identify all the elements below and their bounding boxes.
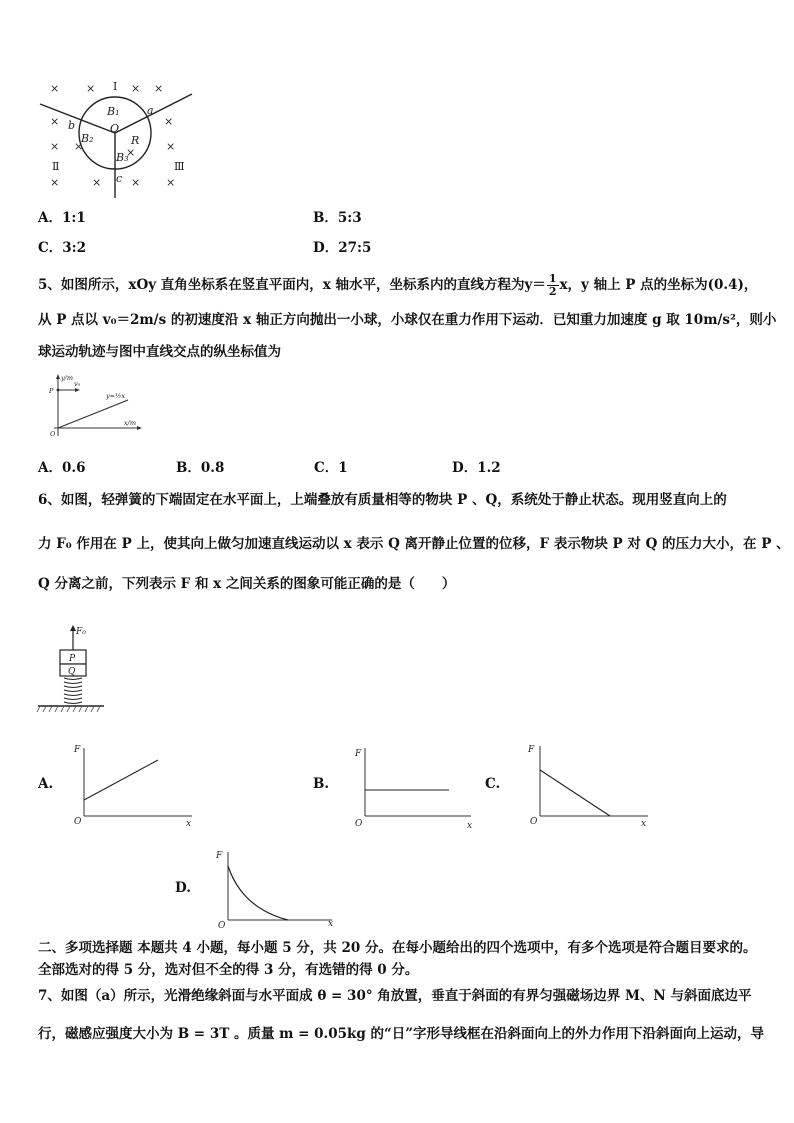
q7-text-line-2: 行，磁感应强度大小为 B = 3T 。质量 m = 0.05kg 的“日”字形导线框在沿斜面向上的外力作用下沿斜面向上运动，导 [38, 1026, 765, 1042]
graph-b-x-label: x [467, 821, 473, 828]
b1-label: B₁ [107, 105, 120, 118]
graph-a-o-label: O [74, 817, 82, 827]
graph-b-o-label: O [355, 819, 363, 828]
q6-text-line-2: 力 F₀ 作用在 P 上，使其向上做匀加速直线运动以 x 表示 Q 离开静止位置的位移，F 表示物块 P 对 Q 的压力大小，在 P 、 [38, 536, 790, 552]
graph-d-f-label: F [216, 851, 223, 861]
q6-option-b: B. [313, 776, 330, 792]
fraction-denominator: 2 [548, 285, 557, 298]
graph-c-f-label: F [528, 745, 535, 755]
point-b-label: b [68, 119, 76, 132]
cross-mark: × [154, 82, 164, 95]
q6-text-line-3: Q 分离之前，下列表示 F 和 x 之间关系的图象可能正确的是（ ） [38, 576, 456, 592]
cross-mark: × [92, 176, 102, 189]
q5-text-line-3: 球运动轨迹与图中直线交点的纵坐标值为 [38, 344, 281, 360]
radius-r-label: R [131, 134, 140, 147]
q4-option-c: C．3:2 [38, 240, 87, 256]
q5-option-a: A．0.6 [38, 460, 86, 476]
cross-mark: × [166, 140, 176, 153]
graph-d-x-label: x [328, 919, 334, 929]
graph-b-f-label: F [355, 749, 362, 759]
b3-label: B₃ [116, 151, 129, 164]
origin-label: O [50, 430, 56, 438]
spring-blocks-figure [36, 622, 106, 718]
y-axis-label: y/m [61, 374, 74, 382]
cross-mark: × [50, 115, 60, 128]
q5-text-1a: 5、如图所示，xOy 直角坐标系在竖直平面内，x 轴水平，坐标系内的直线方程为y＝ [38, 277, 546, 293]
fraction [547, 273, 559, 298]
cross-mark: × [86, 82, 96, 95]
graph-a [68, 742, 198, 828]
q6-text-line-1: 6、如图，轻弹簧的下端固定在水平面上，上端叠放有质量相等的物块 P 、Q，系统处于静止状态。现用竖直向上的 [38, 492, 727, 508]
q5-option-d: D．1.2 [452, 460, 501, 476]
graph-d [208, 846, 338, 930]
point-a-label: a [147, 104, 154, 117]
b2-label: B₂ [81, 132, 94, 145]
v0-label: v₀ [74, 380, 81, 388]
line-equation-label: y=½x [106, 392, 126, 400]
magnetic-field-figure [36, 78, 196, 200]
cross-mark: × [131, 82, 141, 95]
q5-option-c: C．1 [314, 460, 348, 476]
graph-a-x-label: x [186, 819, 192, 828]
q5-option-b: B．0.8 [176, 460, 225, 476]
cross-mark: × [50, 176, 60, 189]
block-p-label: P [69, 654, 76, 664]
graph-b [341, 742, 477, 828]
region-2-label: Ⅱ [52, 160, 60, 173]
f0-label: F₀ [76, 627, 86, 637]
block-q-label: Q [68, 667, 76, 677]
q5-text-1b: x，y 轴上 P 点的坐标为(0.4)， [559, 277, 758, 293]
cross-mark: × [50, 140, 60, 153]
graph-c-x-label: x [641, 819, 647, 828]
cross-mark: × [126, 146, 136, 159]
q4-option-d: D．27:5 [313, 240, 372, 256]
region-3-label: Ⅲ [174, 160, 185, 173]
q6-option-a: A. [38, 776, 54, 792]
q5-text-line-2: 从 P 点以 v₀＝2m/s 的初速度沿 x 轴正方向抛出一小球，小球仅在重力作用下运动．已知重力加速度 g 取 10m/s²，则小 [38, 312, 777, 328]
fraction-numerator: 1 [548, 272, 557, 285]
cross-mark: × [166, 176, 176, 189]
q4-option-b: B．5:3 [313, 210, 362, 226]
point-c-label: c [116, 172, 123, 185]
q6-option-d: D. [175, 880, 191, 896]
q6-option-c: C. [485, 776, 501, 792]
cross-mark: × [164, 115, 174, 128]
q5-text-line-1 [38, 273, 757, 298]
q4-option-a: A．1:1 [38, 210, 86, 226]
graph-c [514, 742, 654, 828]
section-2-heading-line-2: 全部选对的得 5 分，选对但不全的得 3 分，有选错的得 0 分。 [38, 962, 419, 978]
x-axis-label: x/m [124, 419, 137, 427]
cross-mark: × [50, 82, 60, 95]
section-2-heading-line-1: 二、多项选择题 本题共 4 小题，每小题 5 分，共 20 分。在每小题给出的四个选项中，有多个选项是符合题目要求的。 [38, 940, 757, 956]
q7-text-line-1: 7、如图（a）所示，光滑绝缘斜面与水平面成 θ = 30° 角放置，垂直于斜面的有界匀强磁场边界 M、N 与斜面底边平 [38, 988, 752, 1004]
center-o-label: O [110, 122, 120, 135]
q5-coordinate-figure [44, 372, 144, 442]
cross-mark: × [131, 176, 141, 189]
graph-a-f-label: F [74, 745, 81, 755]
region-1-label: Ⅰ [113, 80, 118, 93]
point-p-label: P [49, 387, 54, 395]
graph-c-o-label: O [530, 817, 538, 827]
graph-d-o-label: O [218, 921, 226, 930]
cross-mark: × [74, 140, 84, 153]
